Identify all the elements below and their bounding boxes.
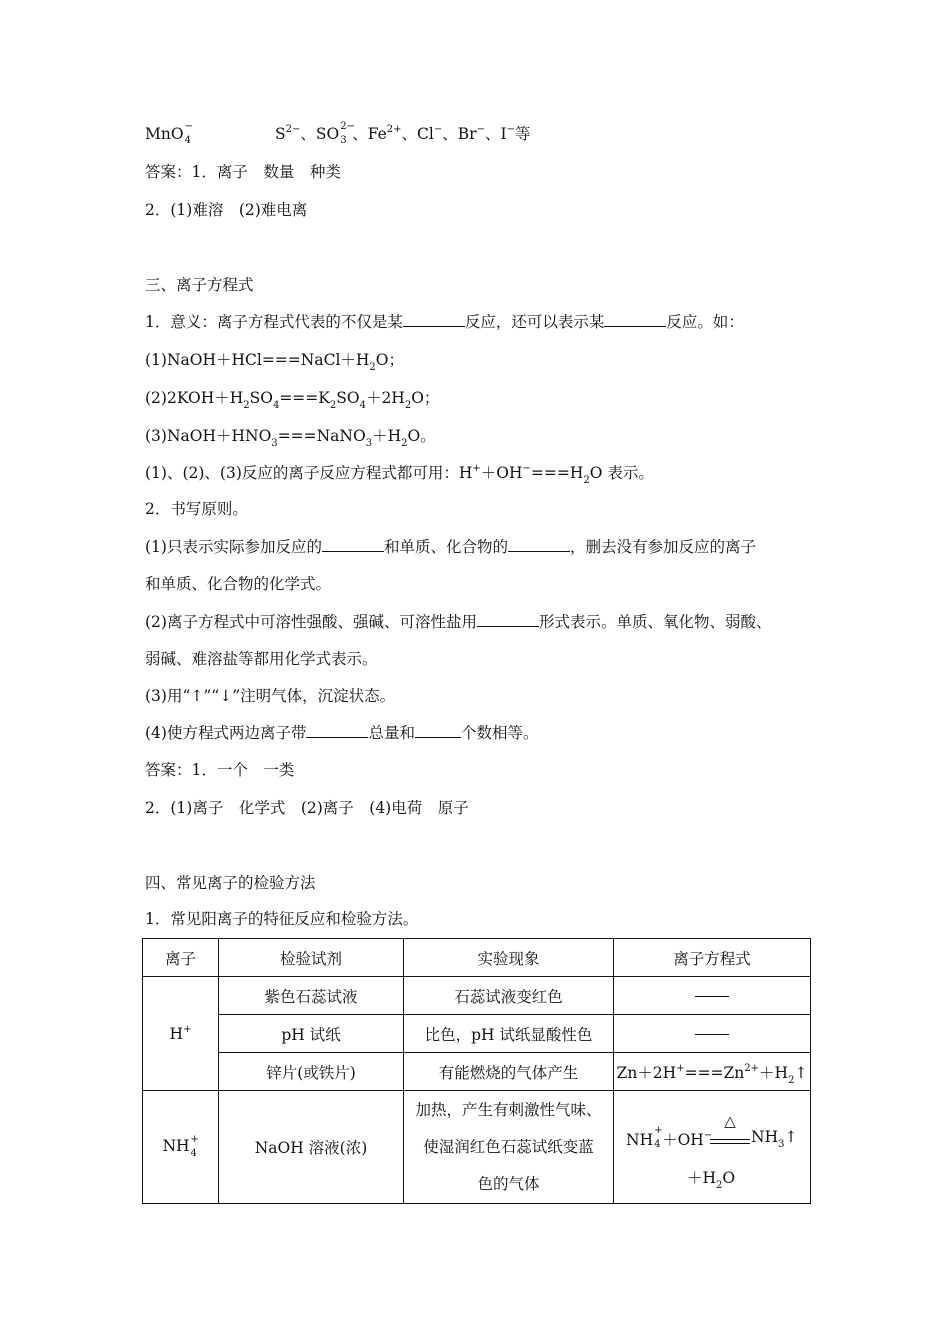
equation-cell [614,1015,811,1053]
blank[interactable] [415,723,461,738]
phenomenon-cell: 石蕊试液变红色 [404,977,614,1015]
dash [695,1034,729,1035]
section3-answer-2: 2．(1)离子 化学式 (2)离子 (4)电荷 原子 [145,799,469,817]
table-row [143,1053,811,1091]
rule-1: (1)只表示实际参加反应的 和单质、化合物的 ，删去没有参加反应的离子 [145,538,756,556]
answer-line-2: 2．(1)难溶 (2)难电离 [145,201,308,219]
blank[interactable] [508,537,570,552]
blank[interactable] [604,312,666,327]
table-header-cell: 实验现象 [404,939,614,977]
table-row [143,1015,811,1053]
table-row [143,977,811,1015]
reagent-cell: 紫色石蕊试液 [219,977,404,1015]
blank[interactable] [403,312,465,327]
dash [695,996,729,997]
section3-title: 三、离子方程式 [145,276,254,294]
rule-4: (4)使方程式两边离子带 总量和 个数相等。 [145,724,539,742]
section4-p1: 1．常见阳离子的特征反应和检验方法。 [145,910,419,928]
table-header-cell: 离子方程式 [614,939,811,977]
rule-2: (2)离子方程式中可溶性强酸、强碱、可溶性盐用 形式表示。单质、氧化物、弱酸、 [145,613,772,631]
nh4-equation: NH + 4 ＋OH− △ $NH_3↑$ $+H_2O$ [626,1112,798,1191]
rule-2-cont: 弱碱、难溶盐等都用化学式表示。 [145,650,378,668]
equation-cell: $Zn+2H^+===Zn^{2+}+H_2↑$ [614,1053,811,1091]
heat-symbol: △ [724,1112,736,1130]
section3-p2: 2．书写原则。 [145,500,248,518]
rule-1-cont: 和单质、化合物的化学式。 [145,575,332,593]
table-header-row [143,939,811,977]
equation-2: $(2)2KOH+H_2SO_4===K_2SO_4+2H_2O$； [145,389,440,411]
table-row [143,1091,811,1204]
section3-p1: 1．意义：离子方程式代表的不仅是某 反应，还可以表示某 反应。如： [145,313,744,331]
ion-cell-nh4: NH + 4 [143,1091,219,1204]
reagent-cell: 锌片(或铁片) [219,1053,404,1091]
section4-title: 四、常见离子的检验方法 [145,874,316,892]
blank[interactable] [306,723,368,738]
ion-cell-h: H+ [143,977,219,1091]
equation-1: $(1)NaOH+HCl===NaCl+H_2O$； [145,351,405,373]
equation-cell [614,1091,811,1204]
reagent-cell: NaOH 溶液(浓) [219,1091,404,1204]
table-header-cell: 离子 [143,939,219,977]
phenomenon-cell: 比色，pH 试纸显酸性色 [404,1015,614,1053]
equals-line [710,1139,750,1140]
cation-test-table [142,938,811,1204]
phenomenon-cell: 加热，产生有刺激性气味、 使湿润红色石蕊试纸变蓝 色的气体 [404,1091,614,1204]
phenomenon-cell: 有能燃烧的气体产生 [404,1053,614,1091]
answer-line-1: 答案：1．离子 数量 种类 [145,163,341,181]
equation-cell [614,977,811,1015]
equation-3: $(3)NaOH+HNO_3===NaNO_3+H_2O$。 [145,427,436,449]
blank[interactable] [477,612,539,627]
table-header-cell: 检验试剂 [219,939,404,977]
reagent-cell: pH 试纸 [219,1015,404,1053]
mno4-text: MnO [145,125,184,143]
rule-3: (3)用“↑”“↓”注明气体，沉淀状态。 [145,687,396,705]
ions-line: MnO − 4 [145,121,193,146]
summary-line: (1)、(2)、(3)反应的离子反应方程式都可用：$H^++OH^-===H_2O$ 表示。 [145,463,654,486]
equals-line [710,1143,750,1144]
section3-answer-1: 答案：1．一个 一类 [145,761,295,779]
ions-list: $S^{2-}$、SO 2− 3 、$Fe^{2+}$、Cl−、Br−、I−等 [275,121,531,146]
blank[interactable] [322,537,384,552]
